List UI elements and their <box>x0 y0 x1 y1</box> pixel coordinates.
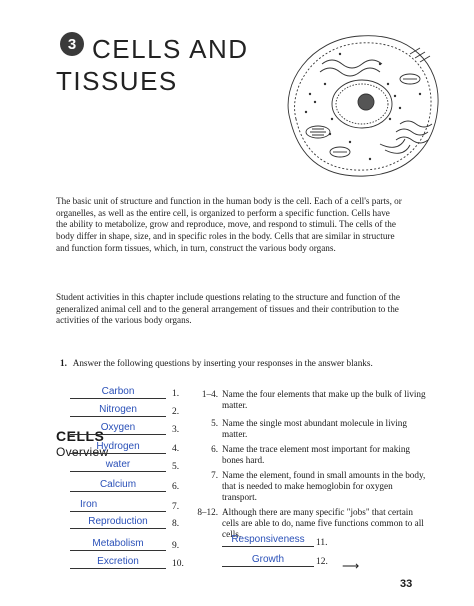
answer-text: Oxygen <box>100 422 136 433</box>
answer-number: 11. <box>316 538 328 548</box>
answer-text: Growth <box>251 554 285 565</box>
question-text: Although there are many specific "jobs" that certain cells are able to do, name five functions common to all cells. <box>222 507 424 540</box>
answer-blank[interactable] <box>70 404 166 417</box>
answer-text: water <box>105 459 131 470</box>
answer-text: Carbon <box>101 386 135 397</box>
chapter-number-badge: 3 <box>60 32 84 56</box>
cell-illustration <box>270 24 445 184</box>
answer-blank[interactable] <box>70 479 166 492</box>
answer-number: 7. <box>172 502 180 512</box>
instruction-number: 1. <box>60 358 67 368</box>
answer-number: 4. <box>172 444 180 454</box>
answer-text: Calcium <box>99 479 137 490</box>
intro-paragraph-2: Student activities in this chapter include questions relating to the structure and function of the generalized animal cell and to the general arrangement of tissues and their contribution to the activities of the various body organs. <box>56 292 400 326</box>
answer-number: 8. <box>172 519 180 529</box>
section-subtitle: Overview <box>56 445 109 459</box>
answer-blank[interactable] <box>222 554 314 567</box>
answer-blank[interactable] <box>70 441 166 454</box>
question-text: Name the trace element most important for making bones hard. <box>222 444 411 466</box>
instruction-block <box>60 358 380 370</box>
answer-text: Hydrogen <box>96 441 140 452</box>
answer-blank[interactable] <box>222 534 314 547</box>
answer-blank[interactable] <box>70 386 166 399</box>
intro-paragraph-1: The basic unit of structure and function in the human body is the cell. Each of a cell's parts, or organelles, as well as the entire cell, is organized to perform a specific function. Cells have the ability to metabolize, grow and reproduce, move, and respond to stimuli. The cells of the body differ in shape, size, and in specific roles in the body. Cells that are similar in structure and function form tissues, which, in turn, construct the various body organs. <box>56 196 402 253</box>
answer-text: Nitrogen <box>99 404 137 415</box>
answer-number: 12. <box>316 557 328 567</box>
question-text: Name the single most abundant molecule in living matter. <box>222 418 407 440</box>
answer-number: 1. <box>172 389 180 399</box>
answer-blank[interactable] <box>70 459 166 472</box>
answer-blank[interactable] <box>70 499 166 512</box>
section-title: CELLS <box>56 428 105 444</box>
chapter-title-line2: TISSUES <box>56 66 178 96</box>
question-text: Name the element, found in small amounts in the body, that is needed to make hemoglobin for oxygen transport. <box>222 470 426 503</box>
question-number: 1–4. <box>201 389 218 399</box>
answer-number: 10. <box>172 559 184 569</box>
answer-number: 5. <box>172 462 180 472</box>
answer-text: Excretion <box>97 556 139 567</box>
question-number: 7. <box>211 470 218 480</box>
answer-number: 3. <box>172 425 180 435</box>
question-text: Name the four elements that make up the bulk of living matter. <box>222 389 426 411</box>
continue-arrow-icon: ⟶ <box>342 559 360 573</box>
question-number: 6. <box>211 444 218 454</box>
answer-blank[interactable] <box>70 556 166 569</box>
answer-blank[interactable] <box>70 516 166 529</box>
question-number: 8–12. <box>197 507 218 517</box>
chapter-title-line1: CELLS AND <box>92 34 249 64</box>
answer-text: Metabolism <box>92 538 144 549</box>
answer-blank[interactable] <box>70 422 166 435</box>
answer-text: Reproduction <box>88 516 148 527</box>
answer-number: 6. <box>172 482 180 492</box>
answer-text: Responsiveness <box>231 534 305 545</box>
answer-blank[interactable] <box>70 538 166 551</box>
question-number: 5. <box>211 418 218 428</box>
answer-text: Iron <box>80 499 98 510</box>
answer-number: 9. <box>172 541 180 551</box>
instruction-text: Answer the following questions by inserting your responses in the answer blanks. <box>72 358 373 368</box>
answer-number: 2. <box>172 407 180 417</box>
page-number: 33 <box>400 578 413 590</box>
